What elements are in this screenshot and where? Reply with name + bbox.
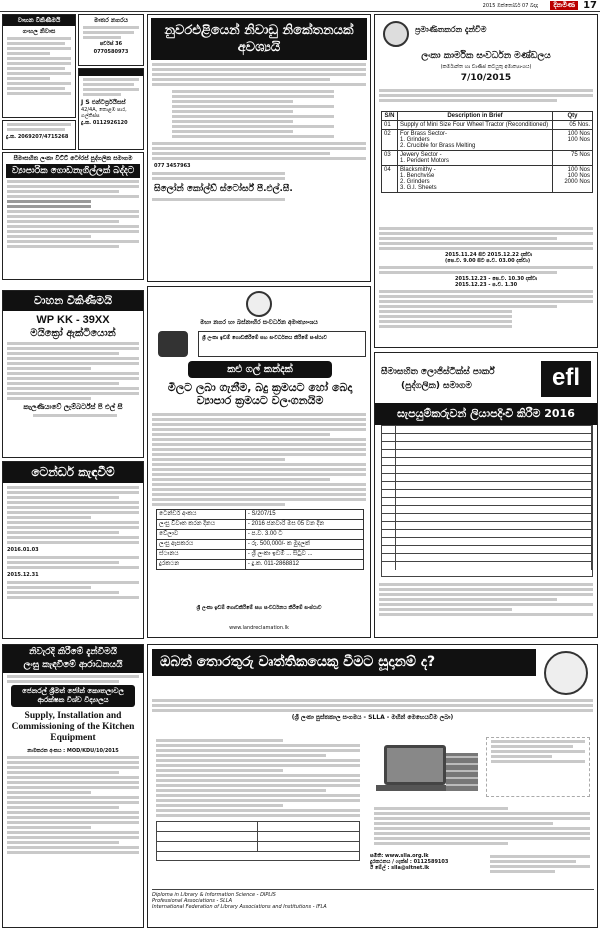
office-logo-right: [486, 737, 590, 797]
table-row: 04 Blacksmithy - 1. Benchvise 2. Grinders 3. G.I. Sheets 100 Nos 100 Nos 2000 Nos: [382, 166, 593, 193]
ad-title: නිවැරදි කිරීමේ දැන්වීමයි: [3, 645, 143, 659]
dept-title: ප්‍රමාණිතකරන දැන්වීම: [415, 25, 487, 34]
ad-headline: ඔබත් තොරතුරු වෘත්තිකයෙකු වීමට සූදානම් ද?: [152, 649, 536, 676]
efl-logo-text: efl: [551, 364, 580, 391]
vehicle-model: මයික්‍රෝ ඇක්ටියොන්: [30, 328, 116, 339]
corp-logo-icon: [158, 331, 188, 357]
tender-title-en: Supply, Installation and Commissioning of the Kitchen Equipment: [11, 711, 135, 743]
laptop-books-image: [370, 735, 482, 803]
supplier-categories-table: [381, 425, 593, 577]
ad-industrial-development: [374, 14, 598, 348]
ad-banner: කළු ගල් කන්දක්: [188, 361, 332, 378]
notice-date: 7/10/2015: [460, 73, 512, 83]
tender-ref: නාමකරන අංකය : MOD/KDU/10/2015: [27, 748, 119, 754]
col-desc: Description in Brief: [398, 112, 553, 121]
ad-auction-left: [2, 152, 144, 280]
ad-headline: ව්‍යාපාරික ගොඩනැගිල්ලක් බද්දට: [6, 164, 140, 178]
slla-website: සමිති: www.slla.org.lk: [370, 853, 429, 859]
table-row: 01 Supply of Mini Size Four Wheel Tractor (Reconditioned) 05 Nos.: [382, 121, 593, 130]
application-details: [370, 805, 594, 847]
ad-body-text: [3, 756, 143, 854]
company-name-line2: (පුද්ගලික) සමාගම: [401, 381, 472, 391]
ad-body-text: [148, 63, 370, 86]
ad-subtitle: ලංසු කැඳවීමේ ආරාධනයයි: [3, 659, 143, 673]
ad-body-text: [3, 180, 143, 248]
course-details: [152, 737, 364, 865]
tender-date-close: 2016.01.03: [7, 547, 39, 553]
ad-phone: 0770580973: [93, 49, 129, 55]
page-number: 17: [583, 0, 597, 11]
ad-header: [79, 69, 143, 76]
ad-title: වාහන විකිණීමයි: [3, 291, 143, 311]
table-row: ටෙන්ඩර් අංකය - S/207/15: [157, 510, 364, 520]
company-name: සිලෝන් කෝල්ඩ් ස්ටෝර්ස් පී.එල්.සී.: [154, 184, 293, 194]
corp-footer: ශ්‍රී ලංකා ඉඩම් ගොඩකිරීමේ සහ සංවර්ධනය කිරීමේ සංස්ථාව: [196, 605, 322, 611]
footer-diploma: Diploma in Library & Information Science - DIPLIS: [152, 892, 276, 898]
slla-email: ඊ මේල් : slla@sltnet.lk: [370, 865, 430, 871]
page-header: [0, 0, 600, 12]
ad-body-text: [3, 37, 75, 95]
company-name-line1: සීමාසහිත ලොජිස්ටික්ස් පාර්ක්: [381, 367, 495, 377]
ad-tender-left: [2, 461, 144, 639]
col-qty: Qty: [553, 112, 593, 121]
ad-kitchen-tender: [2, 644, 144, 928]
ministry-name: මහා නගර හා බස්නාහිර සංවර්ධන අමාත්‍යාංශය: [200, 319, 318, 326]
opening-time: 2015.12.23 - ප.ව. 1.30: [455, 282, 518, 288]
closing-time: 2015.12.23 - පෙ.ව. 10.30 දක්වා: [455, 276, 538, 282]
tender-date-issue: 2015.12.31: [7, 572, 39, 578]
company-name: කැලණියාවේ ලැම්බර්ට්ස් පී එල් සී: [23, 403, 123, 411]
ad-efl-logistics: [374, 352, 598, 638]
hospital-name: ජෙනරල් ශ්‍රීමත් ජෝන් කොතලාවල ආරක්ෂක විශ්ව විද්‍යාලය: [11, 685, 135, 707]
ad-title: මාතර නගරය: [94, 17, 128, 24]
footer-ifla: International Federation of Library Associations and Institutions - IFLA: [152, 904, 327, 910]
ad-subtitle: ගංහල නිවාස: [22, 28, 56, 35]
slla-phone: දුරකථනය / ෆැක්ස් : 0112589103: [370, 859, 449, 865]
ad-vehicle-sale: [2, 290, 144, 458]
table-row: 03 Jewery Sector - 1. Pendent Motors 75 Nos: [382, 151, 593, 166]
government-emblem: [246, 291, 272, 317]
company-address: 42/4A, කොළඹ පාර, ගල්කිස්ස: [81, 107, 127, 119]
ad-body-text: [3, 342, 143, 400]
course-note: (ශ්‍රී ලංකා පුස්තකාල සංගමය - SLLA - මහින් මෙහෙයවීම ලබා): [291, 714, 454, 721]
ad-phone: දු.ක. 2069207/4715268: [6, 134, 69, 140]
ad-headline: මිලට ලබා ගැනීම, බදු ක්‍රමයට හෝ බෙදා ව්‍යාපාර ක්‍රමයට වලංගනයිම: [167, 381, 353, 407]
corp-name: ශ්‍රී ලංකා ඉඩම් ගොඩකිරීමේ සහ සංවර්ධනය කිරීමේ සංස්ථාව: [202, 335, 327, 341]
footer-associations: Professional Associations - SLLA: [152, 898, 233, 904]
vehicle-plate: WP KK - 39XX: [36, 314, 110, 326]
ad-title: ටෙන්ඩර් කැඳවීම්: [3, 462, 143, 483]
ad-js-enterprises: [78, 68, 144, 150]
sale-hours: (පෙ.ව. 9.00 සිට ප.ව. 03.00 දක්වා): [445, 258, 531, 264]
ad-land-sale-middle: [147, 286, 371, 638]
company-phone: දු.ක. 0112926120: [81, 120, 128, 126]
fees-table: [156, 821, 360, 861]
ad-title: නුවරඑළියෙන් නිවාඩු නිකේතනයක් අවශ්‍යයි: [151, 18, 367, 60]
paper-logo: දිනමිණ: [550, 1, 578, 10]
slla-logo: [544, 651, 588, 695]
contact-block: [370, 853, 480, 871]
table-row: වේලාව - ප.ව. 3.00 ට: [157, 530, 364, 540]
board-name: ලංකා කාර්මික සංවර්ධන මණ්ඩලය: [421, 51, 551, 61]
col-sn: S/N: [382, 112, 398, 121]
ad-title: සීමාසහිත ලංකා විට්ට් ටෝරස් පුද්ගලික සමාගම: [13, 155, 133, 162]
ministry-name: (කර්මාන්ත හා වාණිජ කටයුතු අමාත්‍යාංශය): [440, 64, 532, 70]
header-date: 2015 ඔක්තෝබර් 07 බදාදා: [482, 3, 538, 9]
corp-website: www.landreclamation.lk: [229, 625, 289, 631]
ad-phone-left: [2, 120, 76, 150]
table-row: ලංසු විවෘත කරන දිනය - 2016 ජනවාරි මස 05 වන දින: [157, 520, 364, 530]
company-name: J S එන්ටර්ප්‍රයිසස්: [81, 99, 126, 106]
ad-headline: සැපයුම්කරුවන් ලියාපදිංචි කිරීම 2016: [375, 403, 597, 425]
tender-details-table: [156, 509, 364, 570]
land-size: පර්චස් 36: [99, 41, 123, 47]
table-row: දුරකථන - දු.ක. 011-2868812: [157, 560, 364, 570]
ad-nuwara-eliya: [147, 14, 371, 282]
corp-logo-box: [198, 331, 366, 357]
efl-logo: [541, 361, 591, 397]
ad-sale-top-left: [2, 14, 76, 118]
table-row: ලංසු ඇපකරය - රු. 500,000/- ක මුදලක්: [157, 540, 364, 550]
ad-footer: [152, 889, 594, 910]
items-table: [381, 111, 593, 193]
ad-library-jobs: [147, 644, 598, 928]
ad-body-text: [3, 486, 143, 544]
sale-period: 2015.11.24 සිට 2015.12.22 දක්වා: [445, 252, 533, 258]
table-row: 02 For Brass Sector- 1. Grinders 2. Crucible for Brass Melting 100 Nos 100 Nos: [382, 130, 593, 151]
contact-phone: 077 3457963: [154, 163, 191, 169]
table-row: ස්ථානය - ශ්‍රී ලංකා ඉඩම් ... සිටුව ...: [157, 550, 364, 560]
ad-title: වාහන විකිණීමයි: [3, 15, 75, 26]
table-header-row: [382, 112, 593, 121]
ad-matara-land: [78, 14, 144, 66]
board-logo: [383, 21, 409, 47]
requirements-list: [168, 90, 370, 138]
